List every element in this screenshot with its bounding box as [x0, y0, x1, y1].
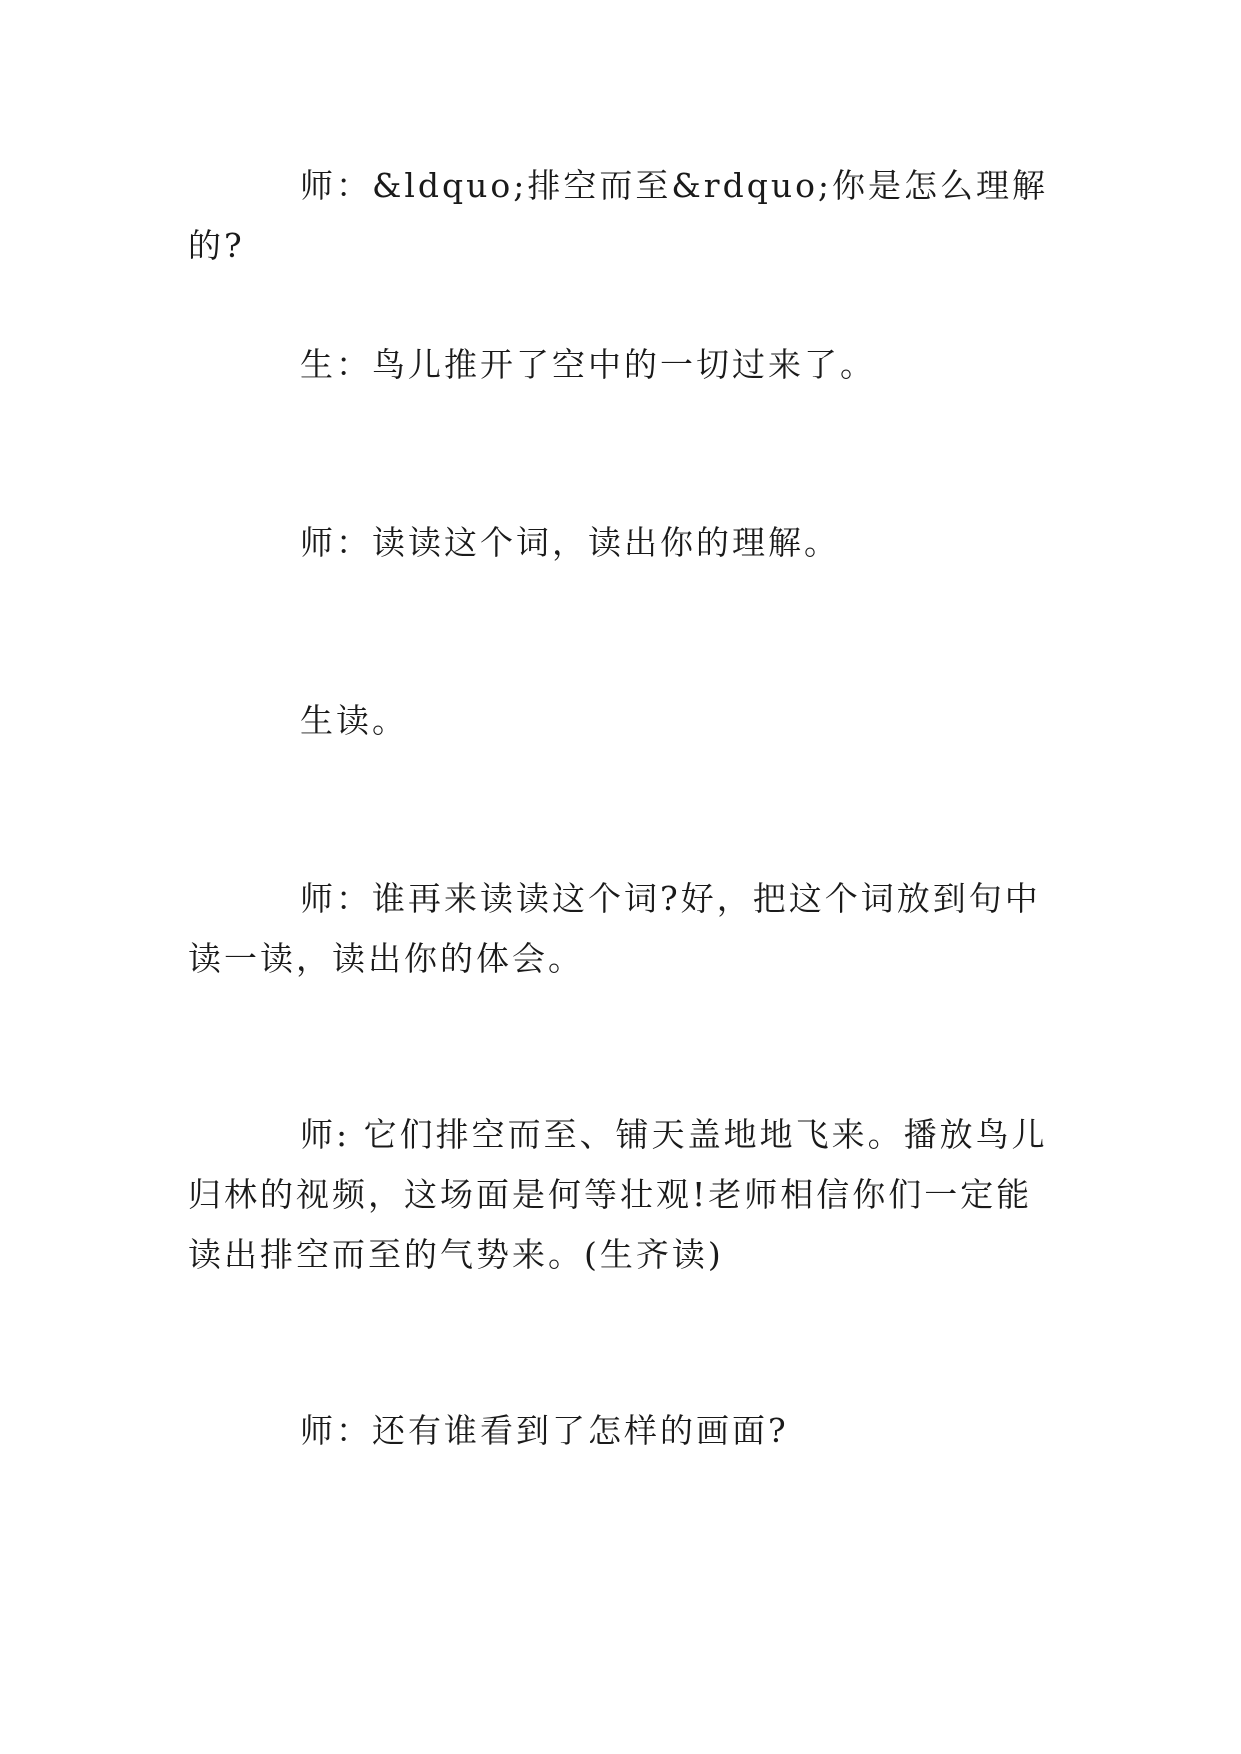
dialogue-paragraph-2: 生：鸟儿推开了空中的一切过来了。: [300, 345, 876, 384]
dialogue-paragraph-5: 师：谁再来读读这个词?好，把这个词放到句中读一读，读出你的体会。: [188, 879, 1041, 978]
dialogue-paragraph-4: 生读。: [300, 701, 408, 740]
dialogue-paragraph-6: 师: 它们排空而至、铺天盖地地飞来。播放鸟儿归林的视频，这场面是何等壮观!老师相信你们一定能读出排空而至的气势来。(生齐读): [188, 1115, 1048, 1274]
dialogue-paragraph-7: 师：还有谁看到了怎样的画面?: [300, 1411, 789, 1450]
dialogue-paragraph-3: 师：读读这个词，读出你的理解。: [300, 523, 840, 562]
dialogue-paragraph-1: 师：&ldquo;排空而至&rdquo;你是怎么理解的?: [188, 166, 1049, 265]
